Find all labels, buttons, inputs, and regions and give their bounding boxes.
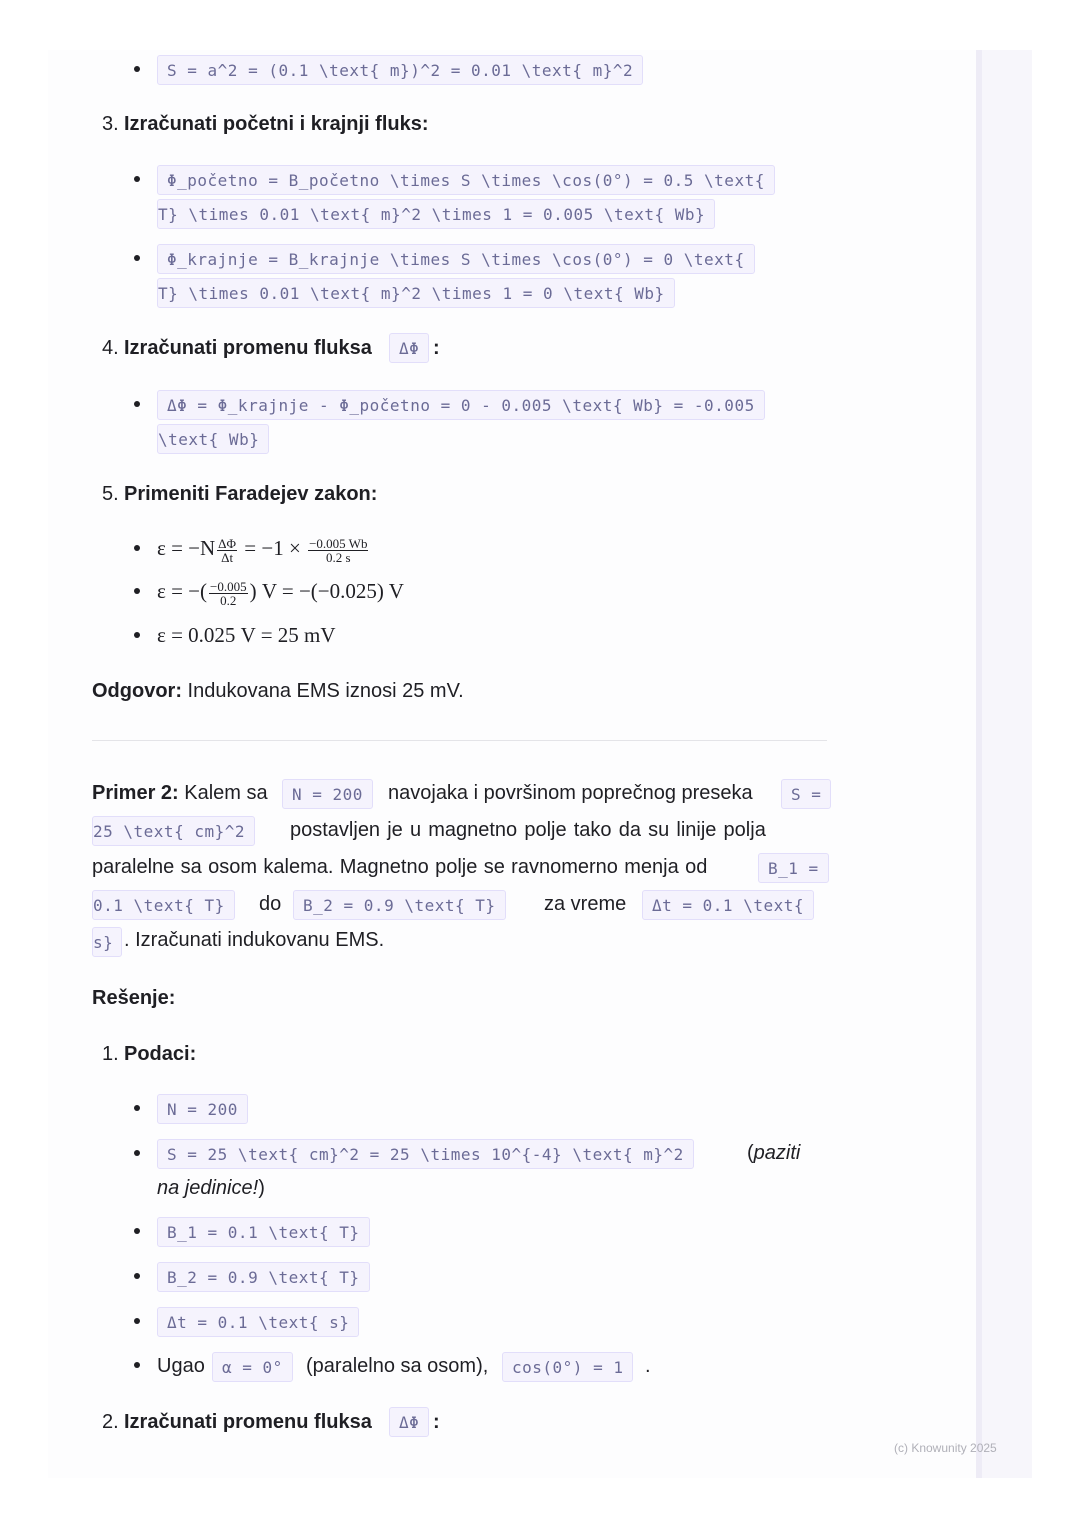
list-bullet (134, 255, 140, 261)
faraday-formula-2-rhs: ) V = −(−0.025) V (249, 579, 404, 603)
list-bullet (134, 401, 140, 407)
list-bullet (134, 1150, 140, 1156)
list-bullet (134, 1318, 140, 1324)
example2-text-7: . Izračunati indukovanu EMS. (124, 929, 385, 951)
example2-text-5: do (259, 893, 282, 915)
list-bullet (134, 66, 140, 72)
note-paren-close: ) (258, 1177, 265, 1199)
step3-title: Izračunati početni i krajnji fluks: (124, 113, 429, 135)
footer-copyright: (c) Knowunity 2025 (894, 1441, 997, 1455)
fraction-numerator: ΔΦ (218, 535, 237, 551)
example2-text-1: Kalem sa (178, 782, 268, 804)
solution-step2-title: Izračunati promenu fluksa (124, 1411, 372, 1433)
angle-text: (paralelno sa osom), (306, 1355, 489, 1377)
given-s-note-line2 (157, 1176, 265, 1200)
faraday-formula-3: ε = 0.025 V = 25 mV (157, 623, 336, 647)
faraday-formula-2-lhs: ε = −( (157, 579, 207, 603)
note-text-1: paziti (753, 1142, 801, 1164)
step2-colon: : (433, 1411, 440, 1433)
example2-text-2: navojaka i površinom poprečnog preseka (388, 782, 753, 804)
fraction-numerator: −0.005 Wb (309, 535, 368, 551)
fraction-denominator: 0.2 (220, 592, 237, 608)
example2-s-code-part2: 25 \text{ cm}^2 (92, 816, 255, 846)
example2-b1-code-part2: 0.1 \text{ T} (92, 890, 235, 920)
example2-label: Primer 2: (92, 782, 179, 804)
note-paren-open: ( (747, 1142, 754, 1164)
solution-step1-title: Podaci: (124, 1043, 197, 1065)
delta-phi-formula-line1: ΔΦ = Φ_krajnje - Φ_početno = 0 - 0.005 \text{ Wb} = -0.005 (157, 390, 765, 420)
step4-colon: : (433, 337, 440, 359)
answer-line (92, 679, 464, 703)
section-divider (92, 740, 827, 741)
faraday-formula-1 (157, 536, 370, 564)
example2-n-code: N = 200 (282, 779, 373, 809)
given-n-code: N = 200 (157, 1094, 248, 1124)
example2-s-code-part1: S = (781, 779, 831, 809)
step4-title: Izračunati promenu fluksa (124, 337, 372, 359)
faraday-formula-2 (157, 579, 404, 607)
step2-delta-phi-code: ΔΦ (389, 1407, 429, 1437)
step4-number: 4. (102, 337, 119, 359)
fraction-denominator: 0.2 s (325, 549, 351, 565)
given-dt-code: Δt = 0.1 \text{ s} (157, 1307, 359, 1337)
list-bullet (134, 1105, 140, 1111)
list-bullet (134, 632, 140, 638)
answer-label: Odgovor: (92, 680, 182, 702)
page-side-margin (982, 50, 1032, 1478)
phi-start-code-line2: T} \times 0.01 \text{ m}^2 \times 1 = 0.005 \text{ Wb} (157, 199, 715, 229)
solution-step1-number: 1. (102, 1043, 119, 1065)
phi-end-code-line1: Φ_krajnje = B_krajnje \times S \times \cos(0°) = 0 \text{ (157, 244, 755, 274)
angle-code: α = 0° (212, 1352, 293, 1382)
list-bullet (134, 545, 140, 551)
given-s-code: S = 25 \text{ cm}^2 = 25 \times 10^{-4} \text{ m}^2 (157, 1139, 694, 1169)
delta-phi-formula-line2: \text{ Wb} (157, 424, 269, 454)
answer-text: Indukovana EMS iznosi 25 mV. (182, 680, 464, 702)
given-b1-code: B_1 = 0.1 \text{ T} (157, 1217, 370, 1247)
list-bullet (134, 1273, 140, 1279)
fraction-values (308, 537, 368, 564)
example2-text-3: postavljen je u magnetno polje tako da su linije polja (290, 819, 766, 841)
phi-end-code-line2: T} \times 0.01 \text{ m}^2 \times 1 = 0 \text{ Wb} (157, 278, 675, 308)
given-s-note (747, 1141, 800, 1165)
phi-start-code-line1: Φ_početno = B_početno \times S \times \cos(0°) = 0.5 \text{ (157, 165, 775, 195)
example2-text-4: paralelne sa osom kalema. Magnetno polje se ravnomerno menja od (92, 856, 708, 878)
cos-code: cos(0°) = 1 (502, 1352, 633, 1382)
example2-text-6: za vreme (544, 893, 627, 915)
fraction-dphi-dt (217, 537, 237, 564)
note-text-2: na jedinice! (157, 1177, 259, 1199)
list-bullet (134, 588, 140, 594)
fraction-denominator: Δt (221, 549, 234, 565)
solution-label: Rešenje: (92, 987, 176, 1009)
list-bullet (134, 176, 140, 182)
example2-b2-code: B_2 = 0.9 \text{ T} (293, 890, 506, 920)
faraday-formula-1-mid: = −1 × (239, 536, 307, 560)
angle-period: . (645, 1355, 651, 1377)
list-bullet (134, 1228, 140, 1234)
step5-title: Primeniti Faradejev zakon: (124, 483, 378, 505)
angle-label: Ugao (157, 1355, 205, 1377)
list-bullet (134, 1362, 140, 1368)
faraday-formula-1-lhs: ε = −N (157, 536, 216, 560)
fraction-numerator: −0.005 (210, 578, 247, 594)
example2-intro (92, 781, 268, 805)
step3-number: 3. (102, 113, 119, 135)
example2-dt-code-part1: Δt = 0.1 \text{ (642, 890, 814, 920)
example2-dt-code-part2: s} (92, 927, 122, 957)
delta-phi-code: ΔΦ (389, 333, 429, 363)
given-b2-code: B_2 = 0.9 \text{ T} (157, 1262, 370, 1292)
area-formula-code: S = a^2 = (0.1 \text{ m})^2 = 0.01 \text{ m}^2 (157, 55, 643, 85)
solution-step2-number: 2. (102, 1411, 119, 1433)
example2-b1-code-part1: B_1 = (758, 853, 829, 883)
step5-number: 5. (102, 483, 119, 505)
fraction-values (209, 580, 248, 607)
